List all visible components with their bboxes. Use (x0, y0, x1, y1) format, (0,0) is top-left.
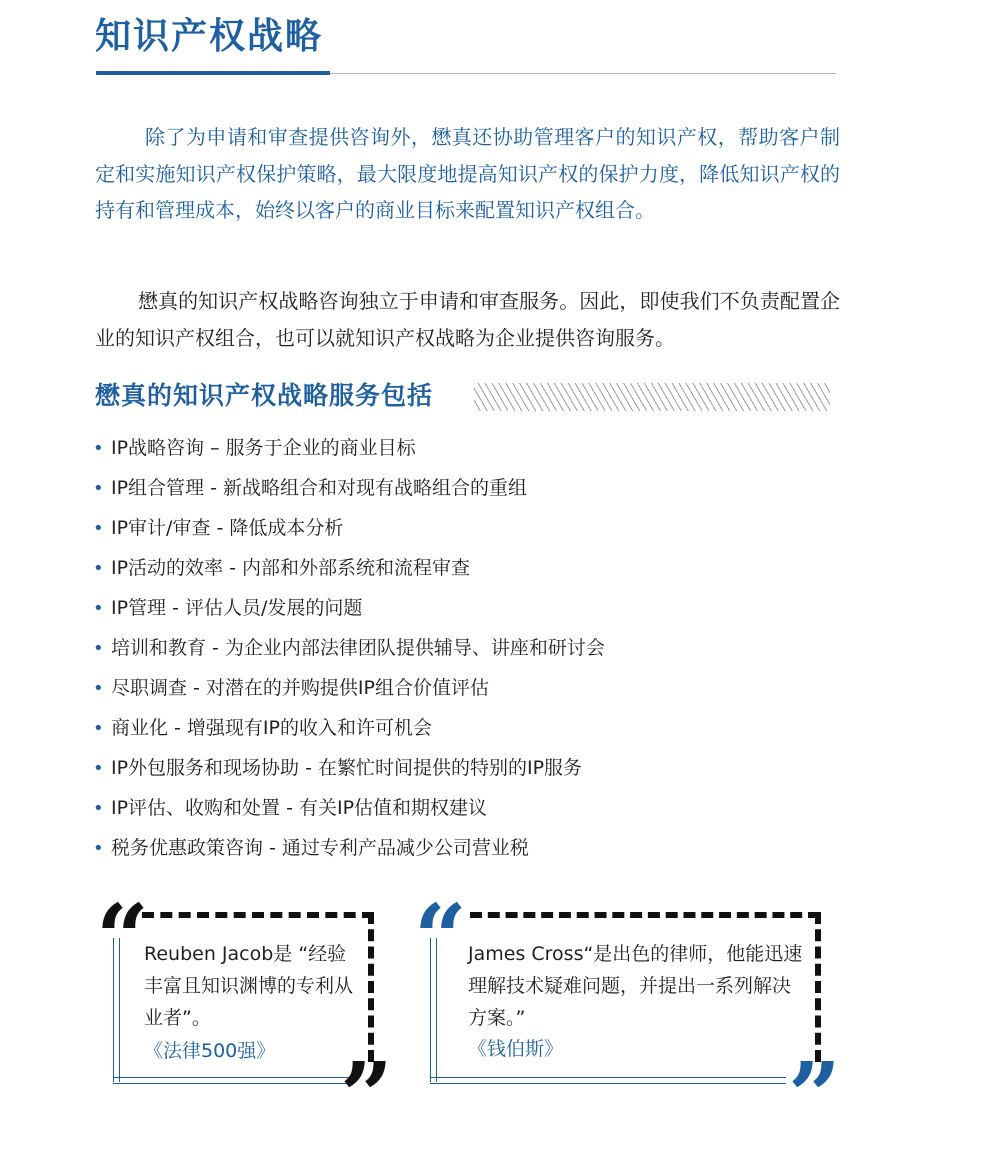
bullet-icon: • (93, 838, 104, 859)
service-text: IP评估、收购和处置 - 有关IP估值和期权建议 (111, 797, 488, 819)
list-item (93, 668, 605, 708)
list-item (93, 508, 605, 548)
list-item (93, 708, 605, 748)
title-underline (96, 71, 330, 75)
list-item (93, 828, 605, 868)
bullet-icon: • (93, 718, 104, 739)
service-text: 尽职调查 - 对潜在的并购提供IP组合价值评估 (111, 677, 489, 699)
service-text: IP外包服务和现场协助 - 在繁忙时间提供的特别的IP服务 (111, 757, 583, 779)
list-item (93, 468, 605, 508)
list-item (93, 748, 605, 788)
quote-border-bottom (113, 1077, 349, 1084)
list-item (93, 428, 605, 468)
close-quote-icon: ” (788, 1042, 841, 1150)
bullet-icon: • (93, 478, 104, 499)
bullet-icon: • (93, 438, 104, 459)
service-text: IP管理 - 评估人员/发展的问题 (111, 597, 363, 619)
hatch-decoration (474, 383, 830, 411)
service-text: IP审计/审查 - 降低成本分析 (111, 517, 344, 539)
title-rule (330, 73, 836, 74)
independence-paragraph: 懋真的知识产权战略咨询独立于申请和审查服务。因此，即使我们不负责配置企业的知识产权组合，也可以就知识产权战略为企业提供咨询服务。 (95, 289, 840, 350)
service-text: IP战略咨询 – 服务于企业的商业目标 (111, 437, 416, 459)
bullet-icon: • (93, 638, 104, 659)
bullet-icon: • (93, 598, 104, 619)
quote-source: 《钱伯斯》 (468, 1038, 564, 1060)
services-list (93, 428, 605, 868)
open-quote-icon: “ (96, 884, 149, 992)
bullet-icon: • (93, 558, 104, 579)
bullet-icon: • (93, 678, 104, 699)
service-text: 商业化 - 增强现有IP的收入和许可机会 (111, 717, 432, 739)
bullet-icon: • (93, 758, 104, 779)
quote-border-bottom (430, 1077, 786, 1084)
list-item (93, 588, 605, 628)
page-title: 知识产权战略 (95, 16, 324, 57)
quote-border-top (142, 912, 374, 918)
intro-paragraph: 除了为申请和审查提供咨询外，懋真还协助管理客户的知识产权，帮助客户制定和实施知识产权保护策略，最大限度地提高知识产权的保护力度，降低知识产权的持有和管理成本，始终以客户的商业目标来配置知识产权组合。 (95, 125, 840, 222)
services-heading: 懋真的知识产权战略服务包括 (95, 378, 439, 414)
service-text: 培训和教育 - 为企业内部法律团队提供辅导、讲座和研讨会 (111, 637, 605, 659)
service-text: IP组合管理 - 新战略组合和对现有战略组合的重组 (111, 477, 527, 499)
bullet-icon: • (93, 798, 104, 819)
service-text: 税务优惠政策咨询 - 通过专利产品减少公司营业税 (111, 837, 529, 859)
quote-text: James Cross“是出色的律师，他能迅速理解技术疑难问题，并提出一系列解决方案。” (468, 943, 803, 1029)
bullet-icon: • (93, 518, 104, 539)
quote-border-right (368, 912, 374, 1062)
quote-source: 《法律500强》 (144, 1040, 276, 1062)
quote-border-top (470, 912, 820, 918)
close-quote-icon: ” (340, 1042, 393, 1150)
quote-border-right (815, 912, 821, 1062)
list-item (93, 548, 605, 588)
service-text: IP活动的效率 - 内部和外部系统和流程审查 (111, 557, 470, 579)
list-item (93, 628, 605, 668)
list-item (93, 788, 605, 828)
open-quote-icon: “ (414, 884, 467, 992)
quote-text: Reuben Jacob是 “经验丰富且知识渊博的专利从业者”。 (144, 943, 354, 1029)
